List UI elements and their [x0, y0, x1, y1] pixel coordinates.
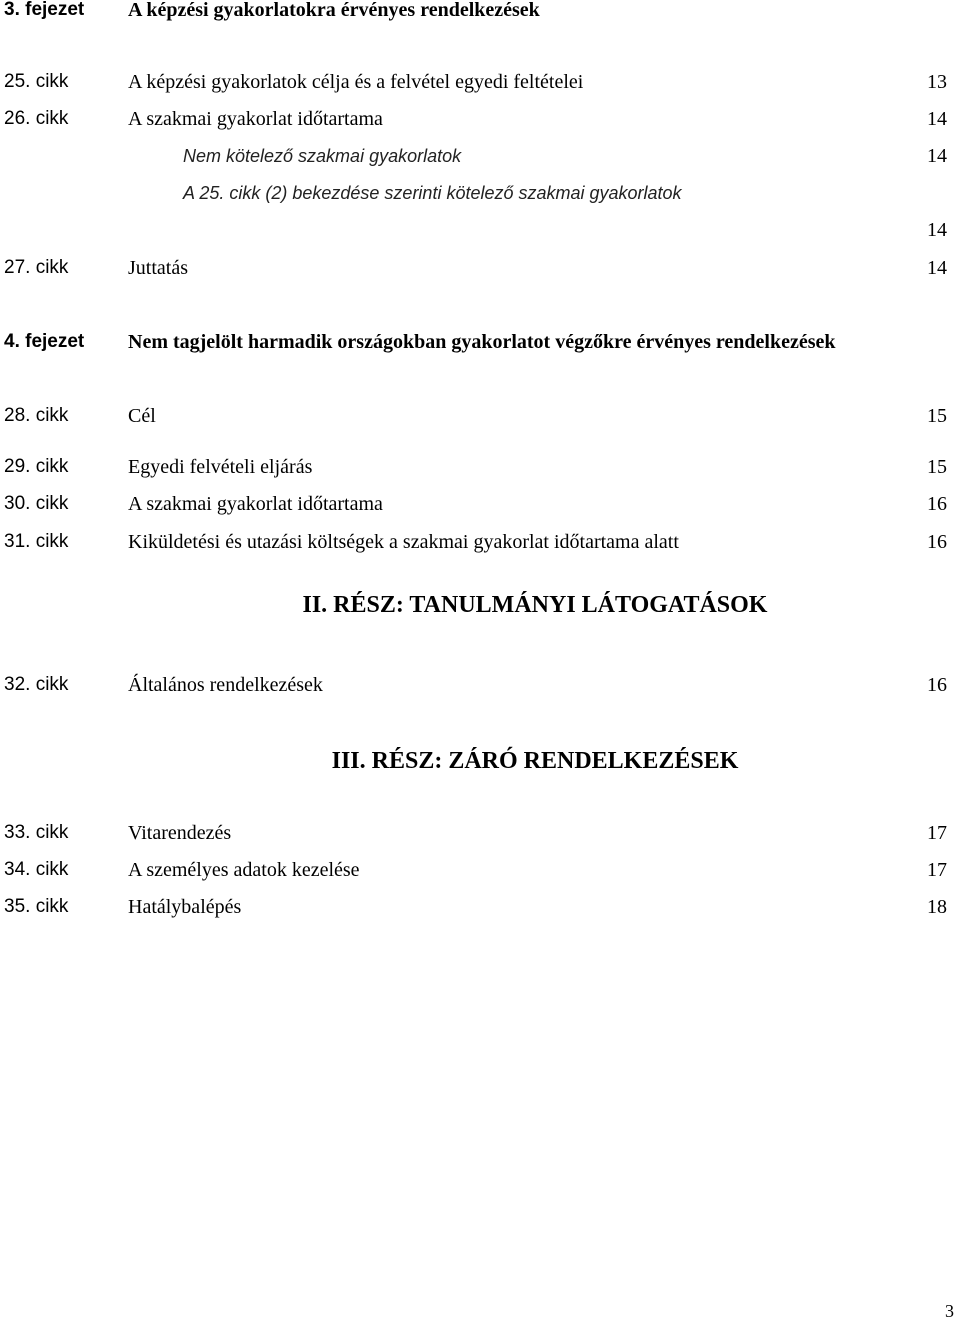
toc-subentry-1: [0, 143, 960, 169]
toc-entry-art26: [0, 106, 960, 132]
article-number: 31. cikk: [4, 531, 69, 552]
page-ref: 16: [927, 531, 947, 553]
subsection-title: Nem kötelező szakmai gyakorlatok: [183, 146, 462, 166]
article-title: Vitarendezés: [128, 822, 232, 844]
page-ref: 14: [927, 219, 947, 241]
page-ref: 15: [927, 405, 947, 427]
article-title: Juttatás: [128, 257, 188, 279]
article-number: 34. cikk: [4, 859, 69, 880]
page-ref: 13: [927, 71, 947, 93]
page-ref: 17: [927, 859, 947, 881]
article-title: Kiküldetési és utazási költségek a szakmai gyakorlat időtartama alatt: [128, 531, 679, 553]
article-title: A személyes adatok kezelése: [128, 859, 360, 881]
page-ref: 17: [927, 822, 947, 844]
chapter-number: 4. fejezet: [4, 331, 85, 352]
part-2-heading: II. RÉSZ: TANULMÁNYI LÁTOGATÁSOK: [302, 592, 768, 618]
page-ref: 14: [927, 145, 947, 167]
article-number: 30. cikk: [4, 493, 69, 514]
toc-entry-art30: [0, 491, 960, 517]
toc-entry-art31: [0, 529, 960, 555]
toc-chapter-3: [0, 0, 960, 23]
toc-entry-art27: [0, 255, 960, 281]
toc-entry-art34: [0, 857, 960, 883]
article-title: Cél: [128, 405, 156, 427]
subsection-title: A 25. cikk (2) bekezdése szerinti kötelező szakmai gyakorlatok: [183, 183, 682, 203]
article-number: 33. cikk: [4, 822, 69, 843]
article-title: Hatálybalépés: [128, 896, 242, 918]
page-ref: 16: [927, 493, 947, 515]
chapter-title: Nem tagjelölt harmadik országokban gyakorlatot végzőkre érvényes rendelkezések: [128, 331, 836, 353]
page-ref: 14: [927, 108, 947, 130]
chapter-number: 3. fejezet: [4, 0, 85, 20]
page-ref: 15: [927, 456, 947, 478]
toc-subentry-2: [0, 180, 960, 206]
page-ref: 18: [927, 896, 947, 918]
article-title: A képzési gyakorlatok célja és a felvétel egyedi feltételei: [128, 71, 584, 93]
toc-subentry-2-page: [0, 217, 960, 243]
article-number: 25. cikk: [4, 71, 69, 92]
footer-page-number: 3: [945, 1301, 954, 1321]
article-title: Egyedi felvételi eljárás: [128, 456, 313, 478]
toc-entry-art33: [0, 820, 960, 846]
article-title: A szakmai gyakorlat időtartama: [128, 108, 383, 130]
article-number: 27. cikk: [4, 257, 69, 278]
article-title: A szakmai gyakorlat időtartama: [128, 493, 383, 515]
toc-entry-art28: [0, 403, 960, 429]
toc-entry-art29: [0, 454, 960, 480]
chapter-title: A képzési gyakorlatokra érvényes rendelkezések: [128, 0, 540, 21]
part-3-heading: III. RÉSZ: ZÁRÓ RENDELKEZÉSEK: [331, 748, 739, 774]
page-ref: 16: [927, 674, 947, 696]
article-number: 32. cikk: [4, 674, 69, 695]
article-number: 26. cikk: [4, 108, 69, 129]
article-number: 29. cikk: [4, 456, 69, 477]
article-title: Általános rendelkezések: [128, 674, 323, 696]
article-number: 28. cikk: [4, 405, 69, 426]
toc-entry-art25: [0, 69, 960, 95]
article-number: 35. cikk: [4, 896, 69, 917]
page-ref: 14: [927, 257, 947, 279]
toc-chapter-4: [0, 329, 960, 355]
toc-entry-art32: [0, 672, 960, 698]
toc-entry-art35: [0, 894, 960, 920]
